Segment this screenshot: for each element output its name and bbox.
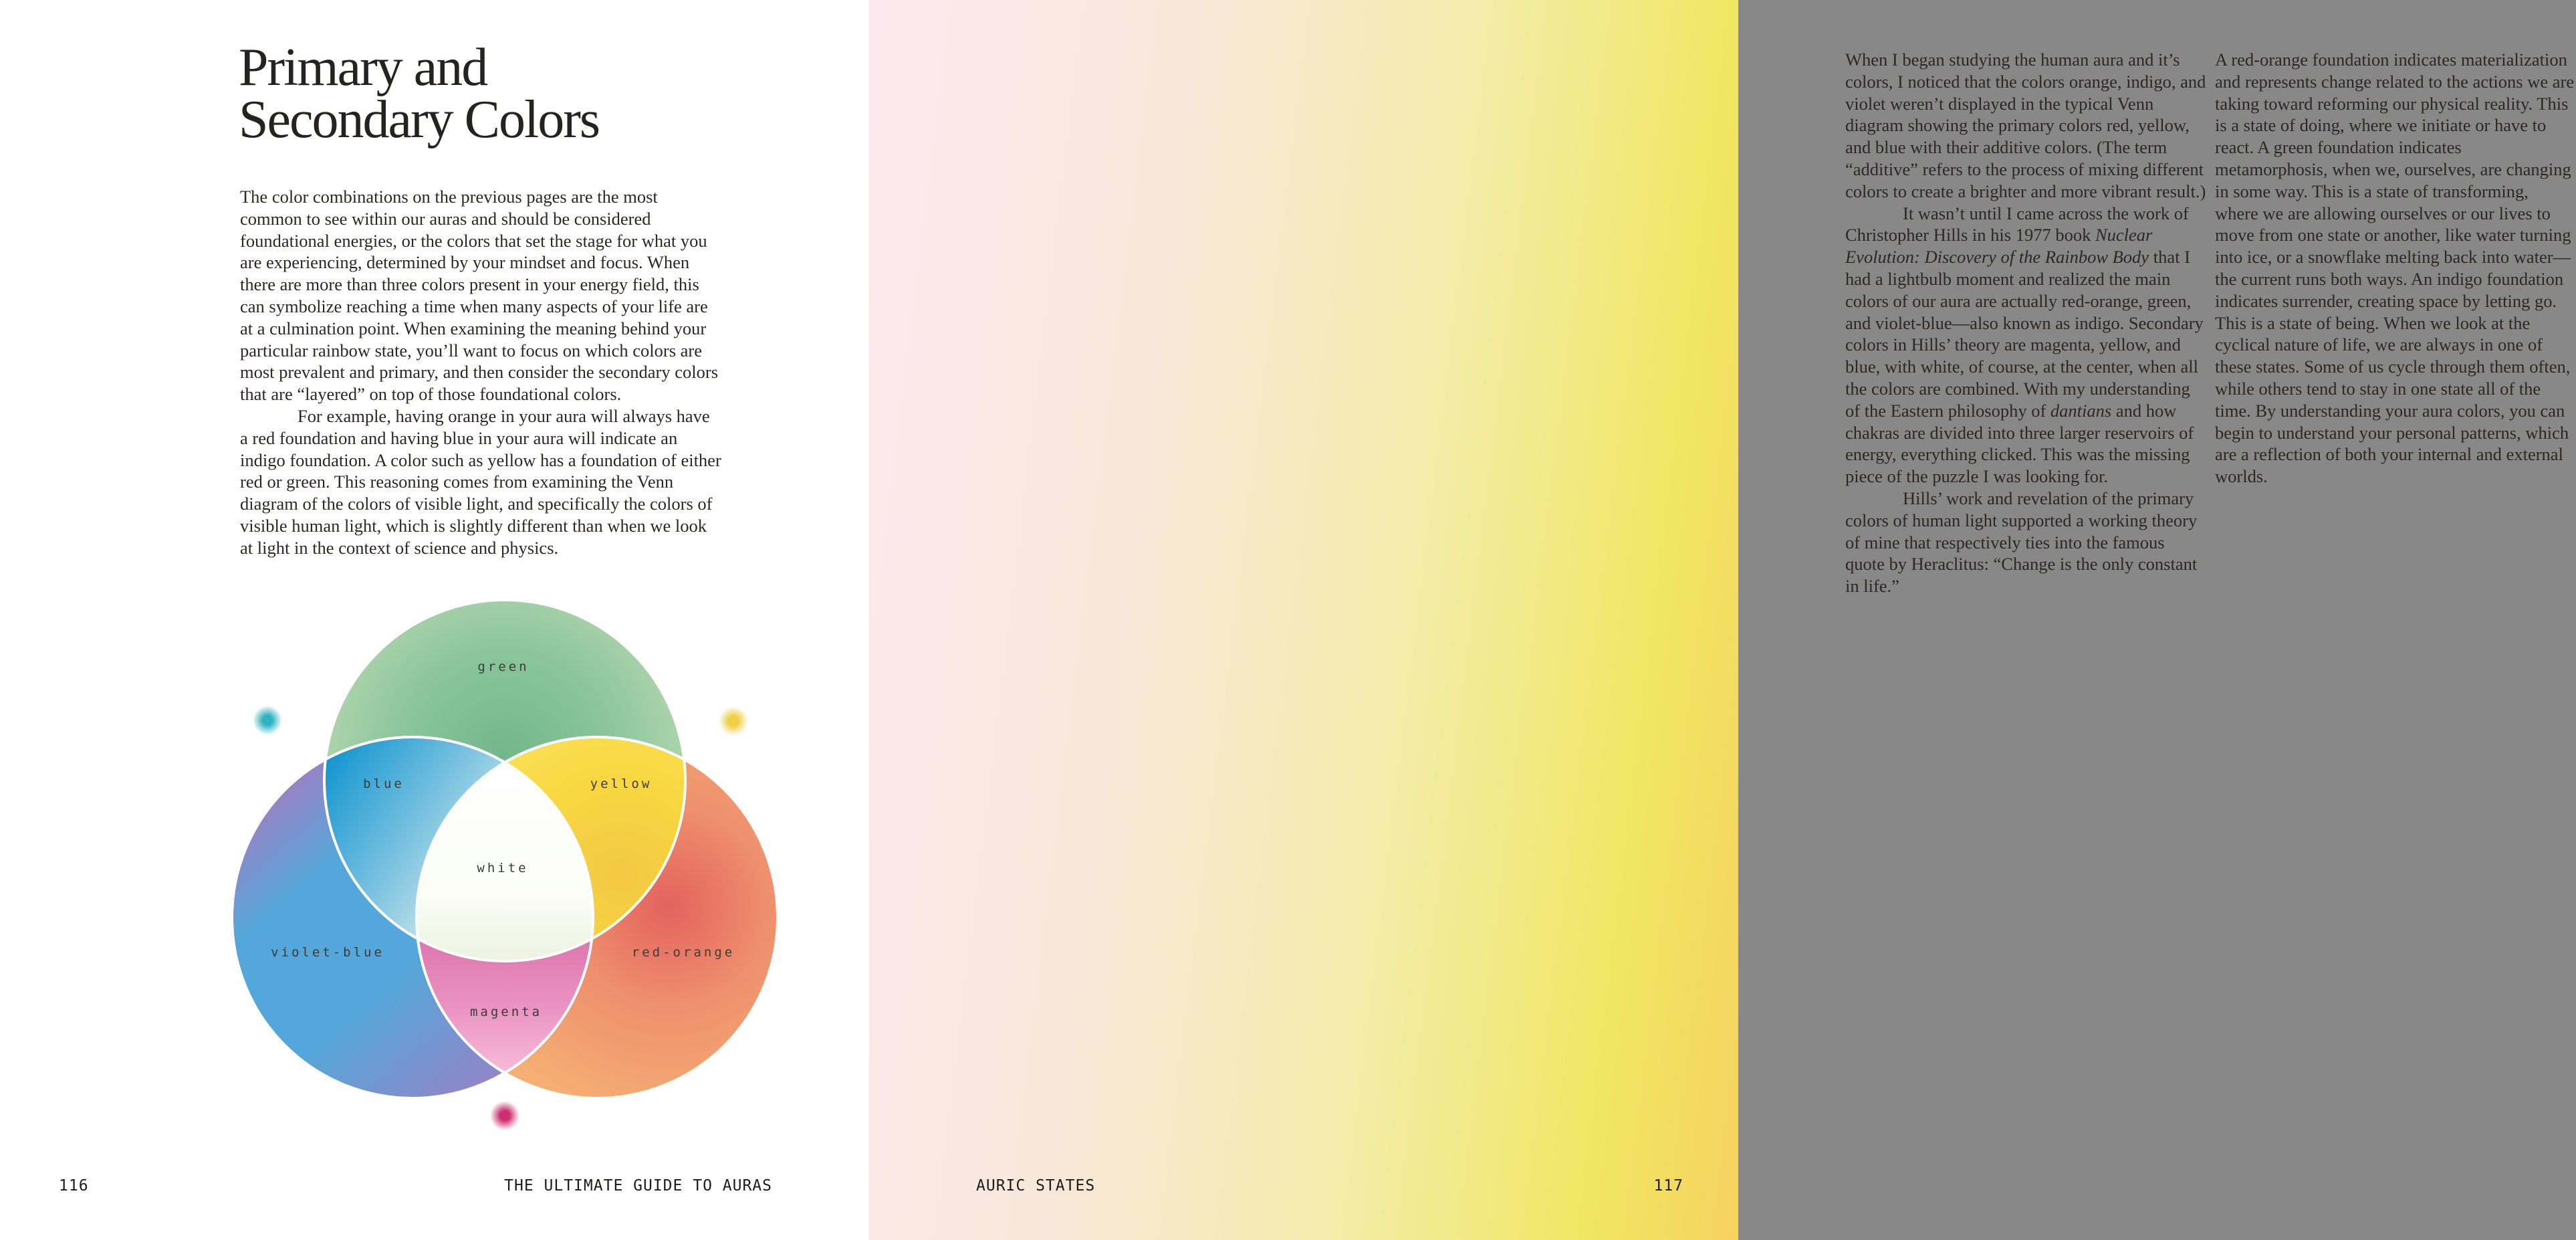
venn-label-violet-blue: violet-blue [271, 945, 384, 960]
page-title-line-1: Primary and [239, 38, 487, 97]
running-footer-book-title: THE ULTIMATE GUIDE TO AURAS [504, 1177, 772, 1195]
accent-dot-magenta [489, 1100, 520, 1131]
venn-label-green: green [477, 659, 530, 674]
venn-label-magenta: magenta [469, 1005, 543, 1019]
paragraph: Hills’ work and revelation of the primary colors of human light supported a working theory of mine that respectively ties into the famous quote by Heraclitus: “Change is the only constant in life.” [1845, 488, 2198, 597]
venn-diagram [0, 0, 869, 1240]
venn-label-yellow: yellow [590, 777, 653, 791]
running-footer-chapter: AURIC STATES [976, 1177, 1096, 1195]
right-column-1 [1845, 49, 2206, 597]
page-number-right: 117 [1653, 1177, 1683, 1195]
left-page [0, 0, 869, 1240]
page-number-left: 116 [59, 1177, 89, 1195]
paragraph: A red-orange foundation indicates materialization and represents change related to the actions we are taking toward reforming our physical reality. This is a state of doing, where we initiate or have to react. A green foundation indicates metamorphosis, when we, ourselves, are changing in some way. This is a state of transforming, where we are allowing ourselves or our lives to move from one state or another, like water turning into ice, or a snowflake melting back into water—the current runs both ways. An indigo foundation indicates surrender, creating space by letting go. This is a state of being. When we look at the cyclical nature of life, we are always in one of these states. Some of us cycle through them often, while others tend to stay in one state all of the time. By understanding your aura colors, you can begin to understand your personal patterns, which are a reflection of both your internal and external worlds. [2215, 49, 2575, 487]
paragraph: The color combinations on the previous pages are the most common to see within our auras and should be considered foundational energies, or the colors that set the stage for what you are experiencing, determined by your mindset and focus. When there are more than three colors present in your energy field, this can symbolize reaching a time when many aspects of your life are at a culmination point. When examining the meaning behind your particular rainbow state, you’ll want to focus on which colors are most prevalent and primary, and then consider the secondary colors that are “layered” on top of those foundational colors. [240, 187, 719, 405]
venn-label-blue: blue [363, 777, 404, 791]
right-column-2 [2215, 49, 2576, 488]
accent-dot-teal [252, 705, 283, 736]
right-page [869, 0, 2575, 1240]
venn-label-white: white [477, 861, 529, 875]
paragraph: When I began studying the human aura and it’s colors, I noticed that the colors orange, indigo, and violet weren’t displayed in the typical Venn diagram showing the primary colors red, yellow, and blue with their additive colors. (The term “additive” refers to the process of mixing different colors to create a brighter and more vibrant result.) [1845, 49, 2206, 201]
paragraph: For example, having orange in your aura will always have a red foundation and having blue in your aura will indicate an indigo foundation. A color such as yellow has a foundation of either red or green. This reasoning comes from examining the Venn diagram of the colors of visible light, and specifically the colors of visible human light, which is slightly different than when we look at light in the context of science and physics. [240, 405, 721, 558]
paragraph: It wasn’t until I came across the work of Christopher Hills in his 1977 book Nuclear Evolution: Discovery of the Rainbow Body that I had a lightbulb moment and realized the main colors of our aura are actually red-orange, green, and violet-blue—also known as indigo. Secondary colors in Hills’ theory are magenta, yellow, and blue, with white, of course, at the center, when all the colors are combined. With my understanding of the Eastern philosophy of dantians and how chakras are divided into three larger reservoirs of energy, everything clicked. This was the missing piece of the puzzle I was looking for. [1845, 203, 2204, 487]
page-title-line-2: Secondary Colors [239, 90, 600, 149]
accent-dot-yellow [718, 706, 749, 736]
venn-label-red-orange: red-orange [631, 945, 735, 960]
